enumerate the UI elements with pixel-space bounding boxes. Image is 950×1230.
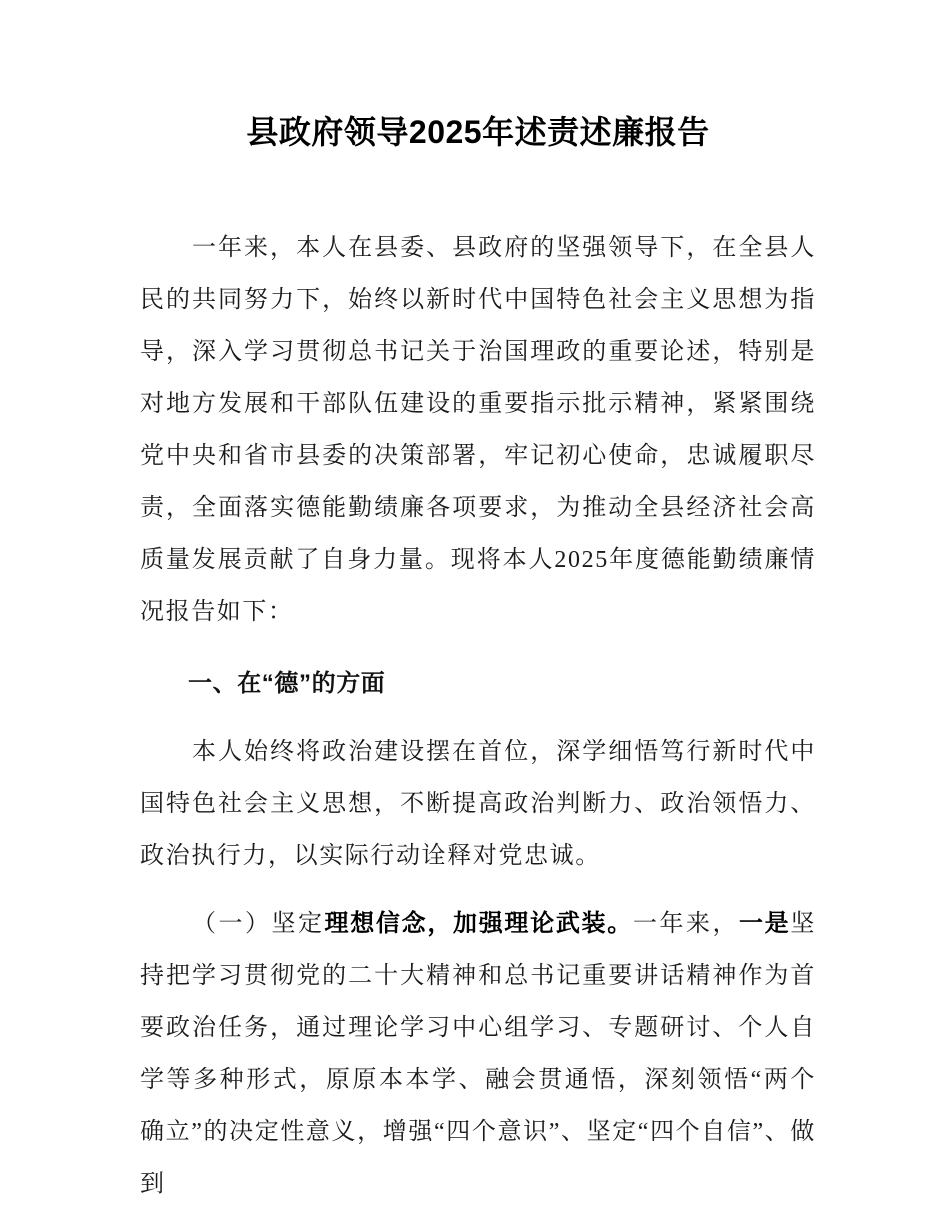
paragraph-intro: 一年来，本人在县委、县政府的坚强领导下，在全县人民的共同努力下，始终以新时代中国特色社会主义思想为指导，深入学习贯彻总书记关于治国理政的重要论述，特别是对地方发展和干部队伍建设的重要指示批示精神，紧紧围绕党中央和省市县委的决策部署，牢记初心使命，忠诚履职尽责，全面落实德能勤绩廉各项要求，为推动全县经济社会高质量发展贡献了自身力量。现将本人2025年度德能勤绩廉情况报告如下： xyxy=(140,235,816,625)
paragraph-de-item-1 xyxy=(140,882,816,1210)
text-run: 坚持把学习贯彻党的二十大精神和总书记重要讲话精神作为首要政治任务，通过理论学习中心组学习、专题研讨、个人自学等多种形式，原原本本学、融会贯通悟，深刻领悟“两个确立”的决定性意义，增强“四个意识”、坚定“四个自信”、做到 xyxy=(140,911,816,1197)
emphasis-run: 一是 xyxy=(738,910,791,937)
emphasis-run: 理想信念，加强理论武装。 xyxy=(324,910,633,937)
text-run: （一）坚定 xyxy=(192,911,325,937)
paragraph-de-body: 本人始终将政治建设摆在首位，深学细悟笃行新时代中国特色社会主义思想，不断提高政治判断力、政治领悟力、政治执行力，以实际行动诠释对党忠诚。 xyxy=(140,739,816,869)
text-run: 一年来， xyxy=(632,911,739,937)
document-body xyxy=(140,0,816,1210)
page-title: 县政府领导2025年述责述廉报告 xyxy=(246,114,710,150)
section-heading-de: 一、在“德”的方面 xyxy=(188,670,386,697)
